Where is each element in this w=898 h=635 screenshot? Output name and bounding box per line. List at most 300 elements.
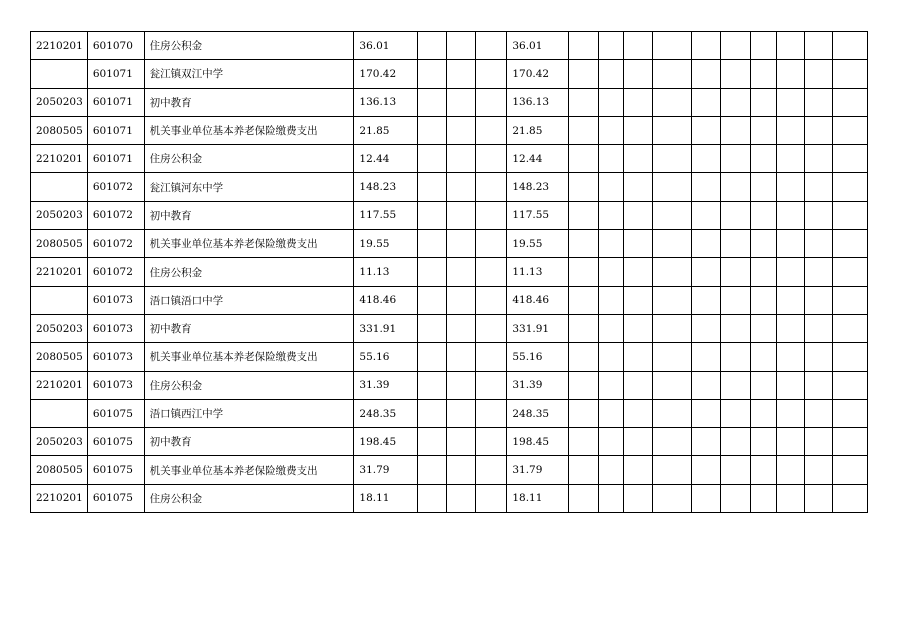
empty-cell [832,286,867,314]
empty-cell [476,343,507,371]
empty-cell [624,314,653,342]
empty-cell [804,201,832,229]
function-code-cell: 2210201 [31,258,88,286]
total-amount-cell: 418.46 [354,286,418,314]
empty-cell [692,314,721,342]
table-row [31,258,868,286]
empty-cell [832,399,867,427]
basic-amount-cell: 331.91 [507,314,569,342]
empty-cell [476,456,507,484]
empty-cell [692,371,721,399]
empty-cell [599,88,624,116]
empty-cell [751,286,777,314]
empty-cell [476,286,507,314]
empty-cell [599,484,624,512]
unit-code-cell: 601070 [87,32,144,60]
empty-cell [692,258,721,286]
empty-cell [447,116,476,144]
empty-cell [721,32,751,60]
unit-code-cell: 601075 [87,399,144,427]
empty-cell [804,258,832,286]
empty-cell [599,173,624,201]
total-amount-cell: 12.44 [354,145,418,173]
table-row [31,343,868,371]
empty-cell [776,116,804,144]
empty-cell [476,201,507,229]
budget-table [30,31,868,513]
empty-cell [624,116,653,144]
unit-code-cell: 601071 [87,116,144,144]
unit-code-cell: 601071 [87,60,144,88]
empty-cell [653,201,692,229]
function-code-cell: 2210201 [31,32,88,60]
empty-cell [569,399,599,427]
empty-cell [418,173,447,201]
basic-amount-cell: 148.23 [507,173,569,201]
empty-cell [599,258,624,286]
empty-cell [447,286,476,314]
empty-cell [692,230,721,258]
total-amount-cell: 331.91 [354,314,418,342]
empty-cell [418,371,447,399]
total-amount-cell: 136.13 [354,88,418,116]
empty-cell [653,116,692,144]
empty-cell [692,201,721,229]
empty-cell [721,145,751,173]
empty-cell [751,201,777,229]
empty-cell [418,88,447,116]
unit-code-cell: 601071 [87,145,144,173]
empty-cell [569,201,599,229]
table-row [31,484,868,512]
unit-code-cell: 601075 [87,428,144,456]
unit-code-cell: 601075 [87,456,144,484]
empty-cell [418,258,447,286]
function-code-cell: 2210201 [31,145,88,173]
function-code-cell: 2050203 [31,88,88,116]
empty-cell [569,88,599,116]
table-row [31,145,868,173]
total-amount-cell: 31.39 [354,371,418,399]
empty-cell [599,286,624,314]
empty-cell [832,428,867,456]
function-code-cell [31,286,88,314]
empty-cell [569,484,599,512]
empty-cell [447,88,476,116]
empty-cell [832,173,867,201]
empty-cell [569,286,599,314]
empty-cell [447,343,476,371]
empty-cell [721,230,751,258]
empty-cell [569,230,599,258]
empty-cell [832,116,867,144]
empty-cell [624,371,653,399]
empty-cell [418,116,447,144]
table-row [31,371,868,399]
empty-cell [653,60,692,88]
empty-cell [804,60,832,88]
empty-cell [653,88,692,116]
table-row [31,116,868,144]
empty-cell [721,314,751,342]
empty-cell [776,314,804,342]
empty-cell [599,60,624,88]
empty-cell [776,258,804,286]
empty-cell [721,371,751,399]
item-name-cell: 浯口镇浯口中学 [144,286,354,314]
empty-cell [476,173,507,201]
empty-cell [418,201,447,229]
empty-cell [804,399,832,427]
empty-cell [776,60,804,88]
empty-cell [569,314,599,342]
empty-cell [599,428,624,456]
item-name-cell: 住房公积金 [144,145,354,173]
empty-cell [751,456,777,484]
empty-cell [476,484,507,512]
empty-cell [804,314,832,342]
empty-cell [751,32,777,60]
function-code-cell: 2050203 [31,201,88,229]
empty-cell [599,371,624,399]
total-amount-cell: 170.42 [354,60,418,88]
empty-cell [692,286,721,314]
empty-cell [447,60,476,88]
empty-cell [751,343,777,371]
empty-cell [721,60,751,88]
basic-amount-cell: 248.35 [507,399,569,427]
basic-amount-cell: 19.55 [507,230,569,258]
empty-cell [418,343,447,371]
table-row [31,88,868,116]
empty-cell [776,32,804,60]
empty-cell [721,343,751,371]
basic-amount-cell: 136.13 [507,88,569,116]
table-row [31,201,868,229]
empty-cell [599,456,624,484]
empty-cell [624,88,653,116]
empty-cell [476,32,507,60]
empty-cell [476,60,507,88]
empty-cell [804,343,832,371]
item-name-cell: 初中教育 [144,314,354,342]
empty-cell [569,258,599,286]
empty-cell [447,314,476,342]
function-code-cell: 2080505 [31,343,88,371]
empty-cell [653,314,692,342]
empty-cell [569,145,599,173]
empty-cell [804,371,832,399]
empty-cell [653,230,692,258]
basic-amount-cell: 31.39 [507,371,569,399]
function-code-cell: 2080505 [31,230,88,258]
basic-amount-cell: 55.16 [507,343,569,371]
item-name-cell: 机关事业单位基本养老保险缴费支出 [144,116,354,144]
basic-amount-cell: 11.13 [507,258,569,286]
table-row [31,32,868,60]
empty-cell [751,116,777,144]
empty-cell [569,60,599,88]
empty-cell [751,145,777,173]
empty-cell [832,145,867,173]
budget-table-body [31,32,868,513]
empty-cell [653,371,692,399]
basic-amount-cell: 18.11 [507,484,569,512]
unit-code-cell: 601072 [87,258,144,286]
unit-code-cell: 601071 [87,88,144,116]
empty-cell [832,88,867,116]
empty-cell [692,428,721,456]
item-name-cell: 初中教育 [144,88,354,116]
empty-cell [721,116,751,144]
total-amount-cell: 55.16 [354,343,418,371]
empty-cell [418,484,447,512]
function-code-cell: 2050203 [31,428,88,456]
empty-cell [751,88,777,116]
empty-cell [624,428,653,456]
table-row [31,428,868,456]
total-amount-cell: 198.45 [354,428,418,456]
empty-cell [569,116,599,144]
empty-cell [721,399,751,427]
empty-cell [692,484,721,512]
empty-cell [692,116,721,144]
basic-amount-cell: 31.79 [507,456,569,484]
item-name-cell: 瓮江镇双江中学 [144,60,354,88]
empty-cell [624,230,653,258]
function-code-cell: 2050203 [31,314,88,342]
unit-code-cell: 601073 [87,286,144,314]
empty-cell [751,371,777,399]
item-name-cell: 初中教育 [144,201,354,229]
empty-cell [751,230,777,258]
function-code-cell [31,173,88,201]
empty-cell [751,258,777,286]
empty-cell [832,343,867,371]
empty-cell [776,371,804,399]
empty-cell [721,173,751,201]
empty-cell [569,343,599,371]
empty-cell [624,32,653,60]
empty-cell [599,201,624,229]
empty-cell [476,314,507,342]
empty-cell [776,484,804,512]
item-name-cell: 住房公积金 [144,32,354,60]
empty-cell [751,484,777,512]
empty-cell [653,456,692,484]
empty-cell [624,484,653,512]
basic-amount-cell: 198.45 [507,428,569,456]
basic-amount-cell: 170.42 [507,60,569,88]
empty-cell [569,32,599,60]
function-code-cell [31,60,88,88]
empty-cell [832,484,867,512]
empty-cell [832,371,867,399]
item-name-cell: 住房公积金 [144,258,354,286]
empty-cell [418,314,447,342]
empty-cell [599,343,624,371]
empty-cell [653,258,692,286]
empty-cell [804,484,832,512]
empty-cell [476,230,507,258]
item-name-cell: 机关事业单位基本养老保险缴费支出 [144,456,354,484]
empty-cell [721,258,751,286]
empty-cell [476,88,507,116]
empty-cell [599,399,624,427]
empty-cell [476,116,507,144]
empty-cell [751,314,777,342]
empty-cell [418,230,447,258]
empty-cell [776,230,804,258]
unit-code-cell: 601072 [87,201,144,229]
empty-cell [776,201,804,229]
empty-cell [418,32,447,60]
empty-cell [624,343,653,371]
empty-cell [776,428,804,456]
empty-cell [447,230,476,258]
empty-cell [418,60,447,88]
empty-cell [569,456,599,484]
empty-cell [776,173,804,201]
empty-cell [624,399,653,427]
empty-cell [692,88,721,116]
empty-cell [624,286,653,314]
unit-code-cell: 601073 [87,343,144,371]
empty-cell [653,32,692,60]
empty-cell [653,145,692,173]
item-name-cell: 初中教育 [144,428,354,456]
empty-cell [832,258,867,286]
empty-cell [624,456,653,484]
function-code-cell: 2080505 [31,116,88,144]
empty-cell [624,173,653,201]
empty-cell [447,371,476,399]
table-row [31,60,868,88]
table-row [31,230,868,258]
function-code-cell: 2210201 [31,484,88,512]
empty-cell [804,32,832,60]
empty-cell [776,343,804,371]
table-row [31,314,868,342]
empty-cell [721,484,751,512]
basic-amount-cell: 418.46 [507,286,569,314]
empty-cell [476,428,507,456]
table-row [31,173,868,201]
basic-amount-cell: 12.44 [507,145,569,173]
empty-cell [447,32,476,60]
empty-cell [447,484,476,512]
empty-cell [804,230,832,258]
total-amount-cell: 19.55 [354,230,418,258]
empty-cell [832,230,867,258]
empty-cell [721,286,751,314]
empty-cell [418,399,447,427]
empty-cell [447,145,476,173]
empty-cell [599,145,624,173]
empty-cell [418,428,447,456]
unit-code-cell: 601072 [87,230,144,258]
empty-cell [653,484,692,512]
table-row [31,286,868,314]
empty-cell [804,88,832,116]
empty-cell [624,60,653,88]
empty-cell [721,88,751,116]
empty-cell [599,32,624,60]
empty-cell [776,286,804,314]
empty-cell [692,456,721,484]
empty-cell [447,258,476,286]
total-amount-cell: 148.23 [354,173,418,201]
total-amount-cell: 11.13 [354,258,418,286]
empty-cell [624,258,653,286]
table-row [31,399,868,427]
empty-cell [418,286,447,314]
empty-cell [804,145,832,173]
total-amount-cell: 248.35 [354,399,418,427]
empty-cell [692,60,721,88]
empty-cell [569,428,599,456]
empty-cell [804,428,832,456]
empty-cell [447,173,476,201]
unit-code-cell: 601073 [87,371,144,399]
empty-cell [599,314,624,342]
empty-cell [751,60,777,88]
empty-cell [692,343,721,371]
item-name-cell: 瓮江镇河东中学 [144,173,354,201]
basic-amount-cell: 117.55 [507,201,569,229]
empty-cell [569,173,599,201]
empty-cell [804,116,832,144]
empty-cell [653,173,692,201]
basic-amount-cell: 21.85 [507,116,569,144]
total-amount-cell: 31.79 [354,456,418,484]
empty-cell [653,428,692,456]
empty-cell [776,399,804,427]
total-amount-cell: 18.11 [354,484,418,512]
empty-cell [653,286,692,314]
empty-cell [418,145,447,173]
unit-code-cell: 601075 [87,484,144,512]
empty-cell [692,173,721,201]
item-name-cell: 住房公积金 [144,371,354,399]
empty-cell [476,371,507,399]
empty-cell [721,428,751,456]
empty-cell [624,145,653,173]
empty-cell [476,258,507,286]
empty-cell [751,428,777,456]
unit-code-cell: 601073 [87,314,144,342]
empty-cell [447,428,476,456]
empty-cell [776,88,804,116]
empty-cell [692,145,721,173]
empty-cell [692,399,721,427]
item-name-cell: 住房公积金 [144,484,354,512]
empty-cell [447,201,476,229]
empty-cell [776,456,804,484]
table-row [31,456,868,484]
empty-cell [624,201,653,229]
empty-cell [832,314,867,342]
total-amount-cell: 117.55 [354,201,418,229]
empty-cell [418,456,447,484]
empty-cell [832,456,867,484]
empty-cell [447,456,476,484]
empty-cell [832,32,867,60]
function-code-cell [31,399,88,427]
empty-cell [721,456,751,484]
empty-cell [832,60,867,88]
empty-cell [804,456,832,484]
